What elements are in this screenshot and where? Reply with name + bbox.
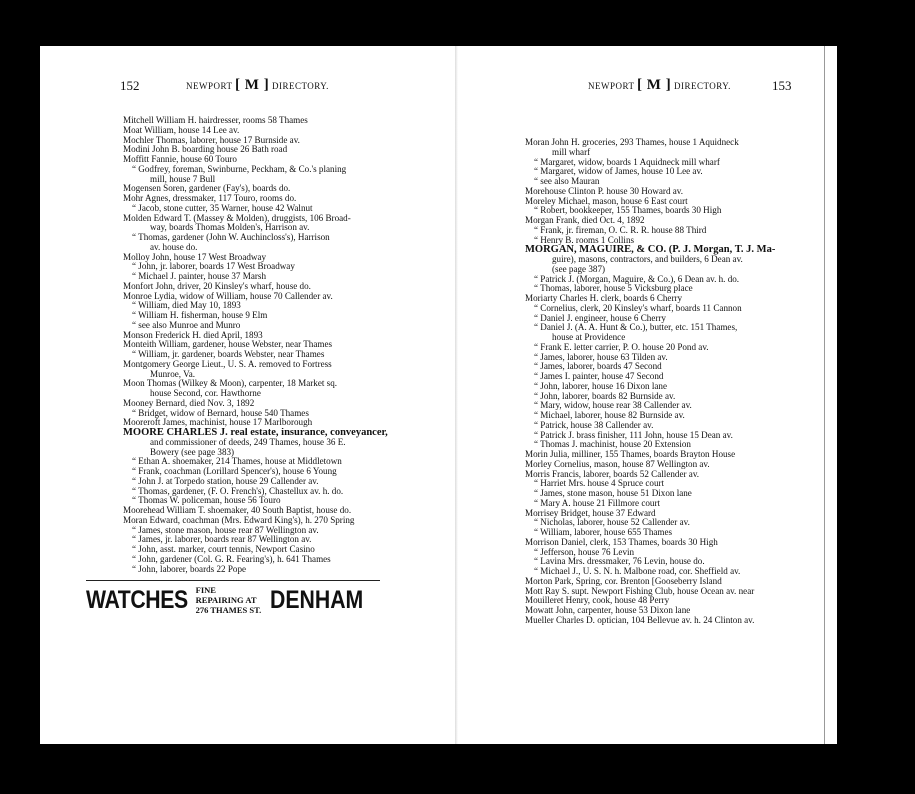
directory-entry-line: “ Patrick J. (Morgan, Maguire, & Co.), 6 Dean av. h. do.: [534, 274, 740, 284]
directory-entry-line: Moran John H. groceries, 293 Thames, house 1 Aquidneck: [525, 138, 739, 147]
directory-entry-line: “ Frank, coachman (Lorillard Spencer's), house 6 Young: [132, 467, 337, 476]
directory-entry-line: “ William, jr. gardener, boards Webster, near Thames: [132, 350, 325, 359]
header-title: DIRECTORY.: [271, 81, 329, 91]
directory-entry-line: av. house do.: [150, 242, 198, 252]
directory-entry-line: Mochler Thomas, laborer, house 17 Burnside av.: [123, 135, 300, 145]
directory-entry-line: Moran Edward, coachman (Mrs. Edward King's), h. 270 Spring: [123, 515, 355, 525]
directory-entry-line: Morehouse Clinton P. house 30 Howard av.: [525, 186, 684, 196]
directory-entry-line: house at Providence: [552, 333, 626, 342]
left-page-number: 152: [120, 78, 140, 93]
directory-entry-line: Monfort John, driver, 20 Kinsley's wharf, house do.: [123, 281, 311, 291]
directory-entry-line: “ John, asst. marker, court tennis, Newport Casino: [132, 545, 315, 554]
directory-entry-line: Mohr Agnes, dressmaker, 117 Touro, rooms do.: [123, 194, 297, 203]
directory-entry-line: Morris Francis, laborer, boards 52 Callender av.: [525, 469, 700, 479]
directory-entry-line: “ Michael J. painter, house 37 Marsh: [132, 272, 266, 281]
header-city: NEWPORT: [186, 81, 233, 91]
directory-entry-line: “ Lavina Mrs. dressmaker, 76 Levin, house do.: [534, 557, 705, 567]
directory-entry-line: “ Patrick, house 38 Callender av.: [534, 420, 654, 430]
directory-entry-line: “ John, jr. laborer, boards 17 West Broadway: [132, 262, 295, 272]
directory-entry-line: “ Thomas W. policeman, house 56 Touro: [132, 496, 281, 506]
denham-advertisement: [86, 580, 380, 619]
directory-entry-line: Monson Frederick H. died April, 1893: [123, 330, 263, 340]
directory-entry-line: “ Mary A. house 21 Fillmore court: [534, 498, 661, 508]
directory-entry-line: Mooreroft James, machinist, house 17 Marlborough: [123, 418, 313, 428]
directory-entry-line: Mott Ray S. supt. Newport Fishing Club, house Ocean av. near: [525, 586, 755, 596]
directory-entry-line: (see page 387): [552, 264, 606, 274]
directory-entry-line: “ Margaret, widow of James, house 10 Lee av.: [534, 167, 703, 177]
ad-denham-word: DENHAM: [270, 585, 364, 614]
directory-entry-line: “ Harriet Mrs. house 4 Spruce court: [534, 479, 665, 489]
directory-entry-line: Morin Julia, milliner, 155 Thames, boards Brayton House: [525, 450, 736, 459]
directory-entry-line: “ Henry B. rooms 1 Collins: [534, 235, 635, 245]
directory-entry-line: and commissioner of deeds, 249 Thames, house 36 E.: [150, 437, 346, 447]
directory-entry-line: “ Michael, laborer, house 82 Burnside av.: [534, 411, 685, 420]
header-city: NEWPORT: [588, 81, 635, 91]
directory-entry-line: “ Daniel J. (A. A. Hunt & Co.), butter, etc. 151 Thames,: [534, 323, 738, 333]
left-directory-listing: [123, 116, 453, 574]
right-running-header: [588, 77, 731, 94]
directory-entry-line: “ William, laborer, house 655 Thames: [534, 528, 673, 537]
directory-entry-line: “ James, stone mason, house 51 Dixon lane: [534, 489, 692, 498]
directory-entry-line: Mouilleret Henry, cook, house 48 Perry: [525, 596, 670, 606]
directory-entry-line: Moat William, house 14 Lee av.: [123, 125, 240, 135]
directory-entry-line: “ Jefferson, house 76 Levin: [534, 547, 635, 557]
directory-entry-line: Moorehead William T. shoemaker, 40 South Baptist, house do.: [123, 506, 352, 515]
directory-entry-line: “ James, laborer, boards 47 Second: [534, 362, 662, 372]
directory-entry-line: “ James, jr. laborer, boards rear 87 Wellington av.: [132, 535, 312, 545]
directory-entry-line: Morton Park, Spring, cor. Brenton [Gooseberry Island: [525, 576, 722, 586]
ad-repair-text: [196, 585, 263, 615]
directory-entry-line: Mowatt John, carpenter, house 53 Dixon lane: [525, 606, 691, 615]
directory-entry-line: “ John J. at Torpedo station, house 29 Callender av.: [132, 476, 319, 486]
directory-entry-line: Morgan Frank, died Oct. 4, 1892: [525, 216, 645, 225]
directory-entry-line: Moffitt Fannie, house 60 Touro: [123, 155, 237, 164]
directory-entry-line: Morley Cornelius, mason, house 87 Wellington av.: [525, 459, 710, 469]
directory-entry-line: “ Thomas, gardener (John W. Auchincloss's), Harrison: [132, 233, 330, 242]
header-letter: [ M ]: [235, 77, 270, 93]
ad-line-2: 276 THAMES ST.: [195, 605, 262, 615]
directory-entry-line: Monroe Lydia, widow of William, house 70 Callender av.: [123, 291, 333, 301]
directory-entry-line: “ Jacob, stone cutter, 35 Warner, house 42 Walnut: [132, 203, 313, 213]
directory-entry-line: “ see also Munroe and Munro: [132, 320, 241, 330]
directory-entry-line: “ John, laborer, boards 82 Burnside av.: [534, 391, 676, 401]
directory-entry-line: Moriarty Charles H. clerk, boards 6 Cherry: [525, 294, 683, 303]
directory-entry-line: “ Margaret, widow, boards 1 Aquidneck mill wharf: [534, 157, 720, 167]
right-page-number: 153: [772, 78, 792, 93]
directory-entry-line: “ William H. fisherman, house 9 Elm: [132, 311, 268, 320]
directory-entry-line: “ James, laborer, house 63 Tilden av.: [534, 352, 668, 362]
ad-watches-word: WATCHES: [86, 585, 188, 614]
directory-entry-line: mill, house 7 Bull: [150, 174, 216, 184]
directory-entry-line: Mooney Bernard, died Nov. 3, 1892: [123, 398, 255, 408]
directory-entry-line: “ Thomas, gardener, (F. O. French's), Chastellux av. h. do.: [132, 486, 344, 496]
directory-entry-line: way, boards Thomas Molden's, Harrison av.: [150, 223, 310, 233]
directory-entry-line: “ Daniel J. engineer, house 6 Cherry: [534, 313, 666, 323]
directory-entry-line: “ Cornelius, clerk, 20 Kinsley's wharf, boards 11 Cannon: [534, 303, 742, 313]
directory-entry-line: “ Patrick J. brass finisher, 111 John, house 15 Dean av.: [534, 430, 733, 440]
directory-entry-line: “ Frank, jr. fireman, O. C. R. R. house 88 Third: [534, 225, 707, 235]
directory-entry-line: Modini John B. boarding house 26 Bath road: [123, 145, 288, 155]
directory-entry-line: Montgomery George Lieut., U. S. A. removed to Fortress: [123, 359, 332, 369]
header-title: DIRECTORY.: [673, 81, 731, 91]
right-directory-listing: [525, 138, 820, 626]
directory-entry-line: “ Ethan A. shoemaker, 214 Thames, house at Middletown: [132, 457, 342, 467]
directory-entry-line: “ William, died May 10, 1893: [132, 301, 241, 311]
directory-entry-line: MOORE CHARLES J. real estate, insurance, conveyancer,: [123, 428, 388, 438]
directory-entry-line: “ John, gardener (Col. G. R. Fearing's), h. 641 Thames: [132, 554, 331, 564]
directory-entry-line: “ John, laborer, house 16 Dixon lane: [534, 381, 667, 391]
directory-entry-line: “ John, laborer, boards 22 Pope: [132, 564, 247, 574]
directory-entry-line: “ James, stone mason, house rear 87 Wellington av.: [132, 525, 319, 535]
directory-entry-line: Molloy John, house 17 West Broadway: [123, 252, 267, 262]
directory-entry-line: house Second, cor. Hawthorne: [150, 389, 261, 398]
directory-entry-line: Moreley Michael, mason, house 6 East court: [525, 196, 688, 206]
directory-entry-line: “ Thomas, laborer, house 5 Vicksburg place: [534, 284, 693, 294]
directory-entry-line: “ Thomas J. machinist, house 20 Extension: [534, 440, 691, 450]
directory-entry-line: mill wharf: [552, 147, 591, 157]
header-letter: [ M ]: [637, 77, 672, 93]
directory-entry-line: “ Bridget, widow of Bernard, house 540 Thames: [132, 408, 309, 418]
directory-entry-line: Morrison Daniel, clerk, 153 Thames, boards 30 High: [525, 537, 718, 547]
directory-entry-line: Munroe, Va.: [150, 369, 196, 379]
directory-entry-line: Mogensen Soren, gardener (Fay's), boards do.: [123, 184, 291, 194]
directory-entry-line: “ Godfrey, foreman, Swinburne, Peckham, & Co.'s planing: [132, 164, 347, 174]
directory-entry-line: “ Michael J., U. S. N. h. Malbone road, cor. Sheffield av.: [534, 567, 741, 576]
directory-entry-line: Mitchell William H. hairdresser, rooms 58 Thames: [123, 116, 308, 125]
directory-entry-line: guire), masons, contractors, and builders, 6 Dean av.: [552, 255, 743, 264]
directory-entry-line: Mueller Charles D. optician, 104 Bellevue av. h. 24 Clinton av.: [525, 615, 755, 625]
page-edge: [824, 46, 837, 744]
directory-entry-line: “ Mary, widow, house rear 38 Callender av.: [534, 401, 692, 411]
directory-entry-line: Monteith William, gardener, house Webster, near Thames: [123, 340, 333, 350]
directory-entry-line: Moon Thomas (Wilkey & Moon), carpenter, 18 Market sq.: [123, 379, 338, 389]
ad-line-1: FINE REPAIRING AT: [195, 585, 257, 605]
left-running-header: [186, 77, 329, 94]
directory-entry-line: Bowery (see page 383): [150, 447, 235, 457]
directory-entry-line: “ see also Mauran: [534, 177, 600, 186]
directory-entry-line: “ Frank E. letter carrier, P. O. house 20 Pond av.: [534, 342, 709, 352]
directory-entry-line: “ Robert, bookkeeper, 155 Thames, boards 30 High: [534, 206, 722, 216]
directory-entry-line: “ James I. painter, house 47 Second: [534, 372, 664, 381]
directory-entry-line: MORGAN, MAGUIRE, & CO. (P. J. Morgan, T. J. Ma-: [525, 245, 776, 255]
directory-entry-line: “ Nicholas, laborer, house 52 Callender av.: [534, 518, 690, 528]
directory-entry-line: Molden Edward T. (Massey & Molden), druggists, 106 Broad-: [123, 213, 351, 223]
directory-entry-line: Morrisey Bridget, house 37 Edward: [525, 508, 656, 518]
